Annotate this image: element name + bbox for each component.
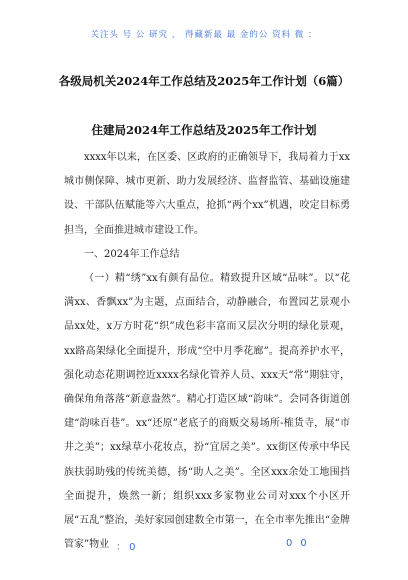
footer-right-text: 00 bbox=[286, 538, 315, 549]
top-banner bbox=[0, 0, 408, 54]
paragraph-1: （一）精“绣”xx有颜有品位。精致提升区域“品味”。以“花满xx、香飘xx”为主题，点面结合，动静融合，布置园艺景观小品xx处，x万方时花“织”成色彩丰富而又层次分明的绿化景观，xx路高架绿化全面提升，形成“空中月季花廊”。提高养护水平，强化动态花期调控近xxxx名绿化管养人员、xxx天“常”期驻守，确保角角落落“新意盎然”。精心打造区域“韵味”。会同各街道创建“韵味百巷”。xx“还原”老底子的商贩交易场所-榷货寺，展“市井之美”；xx绿草小花妆点，扮“宜居之美”。xx街区传承中华民族扶弱助残的传统美德，扬“助人之美”。全区xxx余处工地围挡全面提升，焕然一新；组织xxx多家物业公司对xxx个小区开展“五乱”整治，美好家园创建数全市第一，在全市率先推出“金牌管家”物业 bbox=[64, 273, 350, 551]
section-title: 住建局2024年工作总结及2025年工作计划 bbox=[91, 123, 317, 137]
intro-paragraph: xxxx年以来，在区委、区政府的正确领导下，我局着力于xx城市侧保障、城市更新、助力发展经济、监督监管、基础设施建设、干部队伍赋能等六大重点，抢抓“两个xx”机遇，咬定目标勇担当，全面推进城市建设工作。 bbox=[64, 152, 350, 236]
footer-left-text: ： 0 bbox=[116, 542, 136, 553]
heading-summary: 一、2024年工作总结 bbox=[84, 248, 180, 260]
document-title: 各级局机关2024年工作总结及2025年工作计划（6篇） bbox=[58, 74, 350, 88]
banner-text: 关注头 号 公 研究 ， 得藏新最 最 金的公 资料 微 ： bbox=[90, 30, 318, 40]
document-body bbox=[64, 146, 350, 557]
